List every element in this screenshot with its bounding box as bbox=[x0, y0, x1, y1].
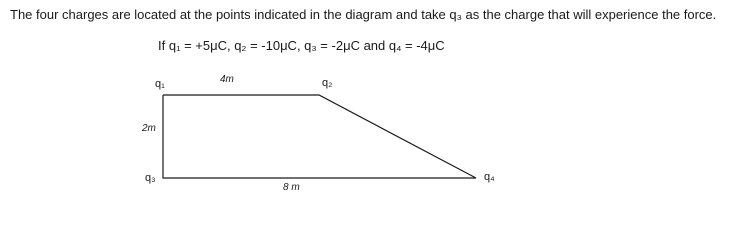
label-left-side: 2m bbox=[142, 123, 156, 134]
label-q3: q₃ bbox=[145, 172, 156, 184]
label-top-side: 4m bbox=[220, 74, 234, 85]
given-charges: If q₁ = +5μC, q₂ = -10μC, q₃ = -2μC and q₄ = -4μC bbox=[158, 38, 445, 53]
trapezoid-outline bbox=[163, 95, 476, 178]
label-q1: q₁ bbox=[155, 78, 165, 90]
problem-statement: The four charges are located at the points indicated in the diagram and take q₃ as the charge that will experience the force. bbox=[10, 7, 717, 22]
label-q2: q₂ bbox=[322, 77, 333, 89]
label-bottom-side: 8 m bbox=[283, 182, 300, 193]
label-q4: q₄ bbox=[484, 171, 495, 183]
